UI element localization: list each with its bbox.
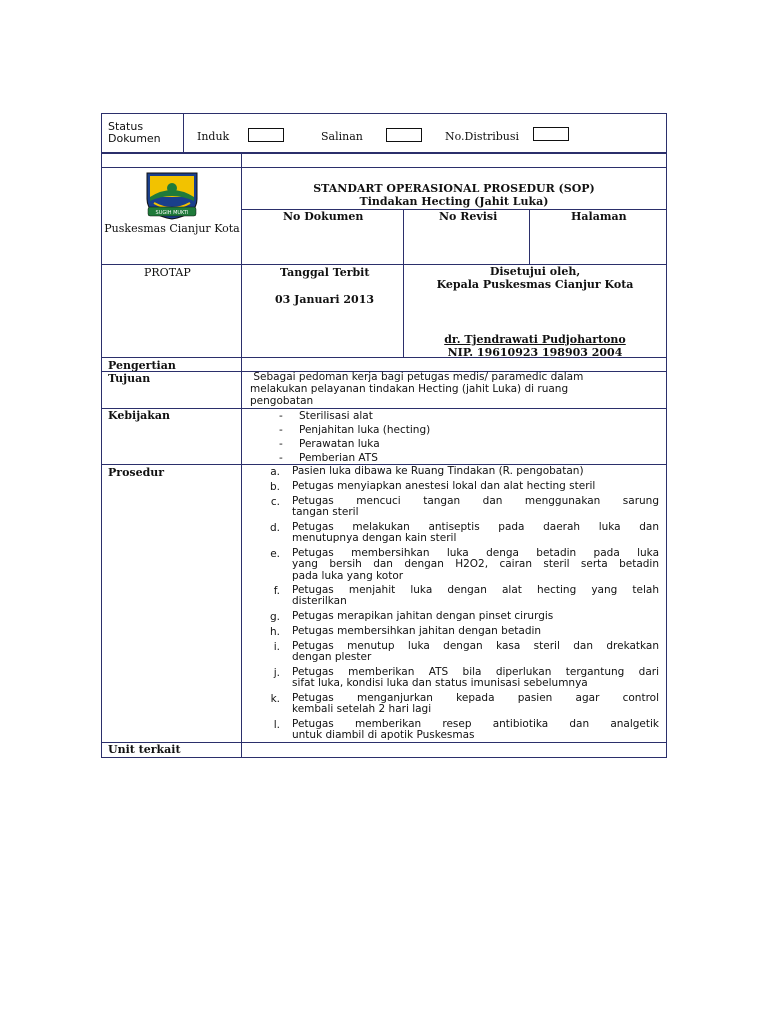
prosedur-item-label: e. [270,548,280,560]
induk-checkbox[interactable] [248,128,284,142]
prosedur-item-label: a. [270,466,280,478]
prosedur-item-text: Petugas memberikan ATS bila diperlukan tergantung dari [292,666,659,678]
salinan-checkbox[interactable] [386,128,422,142]
prosedur-item-text: disterilkan [292,595,347,608]
kebijakan-dash-2: - [279,424,283,436]
kebijakan-item: Pemberian ATS [299,452,378,464]
prosedur-item-text: pada luka yang kotor [292,569,404,582]
kebijakan-item: Perawatan luka [299,438,380,450]
kebijakan-dash-4: - [279,452,283,464]
no-revisi-header: No Revisi [439,210,498,223]
prosedur-item-text: Pasien luka dibawa ke Ruang Tindakan (R. pengobatan) [292,465,584,477]
distribusi-label: No.Distribusi [445,130,520,143]
prosedur-item-text: Petugas mencuci tangan dan menggunakan sarung [292,495,659,507]
unit-terkait-label: Unit terkait [108,743,181,756]
row-line [138,167,206,168]
prosedur-label: Prosedur [108,466,165,479]
left-column-divider [241,153,242,758]
kebijakan-dash-3: - [279,438,283,450]
kebijakan-label: Kebijakan [108,409,171,422]
prosedur-item-text: untuk diambil di apotik Puskesmas [292,729,475,742]
rev-col-divider [529,209,530,264]
sop-title: STANDART OPERASIONAL PROSEDUR (SOP) [313,182,595,195]
prosedur-item-text: Petugas membersihkan jahitan dengan betadin [292,625,542,637]
prosedur-item-text: Petugas memberikan resep antibiotika dan analgetik [292,718,659,730]
svg-text:SUGIH MUKTI: SUGIH MUKTI [155,210,189,216]
prosedur-item-text: kembali setelah 2 hari lagi [292,703,432,716]
status-row [101,113,667,153]
org-name: Puskesmas Cianjur Kota [104,222,240,235]
prosedur-item-text: Petugas membersihkan luka denga betadin pada luka [292,547,659,559]
status-divider [183,113,184,153]
puskesmas-logo [144,169,200,221]
prosedur-item-text: tangan steril [292,506,359,519]
prosedur-item-text: yang bersih dan dengan H2O2, cairan steril serta betadin [292,558,659,571]
no-dokumen-header: No Dokumen [283,210,364,223]
prosedur-item-label: h. [270,626,280,638]
kebijakan-dash-1: - [279,410,283,422]
row-line [101,408,667,409]
prosedur-item-text: Petugas menutup luka dengan kasa steril dan drekatkan [292,640,659,652]
prosedur-item-label: l. [273,719,280,731]
sop-subtitle: Tindakan Hecting (Jahit Luka) [359,195,549,208]
prosedur-item-text: Petugas melakukan antiseptis pada daerah luka dan [292,521,659,533]
signer-nip: NIP. 19610923 198903 2004 [447,346,623,359]
distribusi-checkbox[interactable] [533,127,569,141]
approved-line1: Disetujui oleh, [489,265,581,278]
prosedur-item-label: d. [269,522,280,534]
tanggal-terbit-value: 03 Januari 2013 [275,293,375,306]
logo-emblem-icon [144,169,200,221]
pengertian-label: Pengertian [108,359,176,372]
tanggal-terbit-label: Tanggal Terbit [280,266,370,279]
prosedur-item-label: f. [273,585,280,597]
kebijakan-item: Penjahitan luka (hecting) [299,424,431,436]
row-line [101,742,667,743]
tujuan-text-line1: Sebagai pedoman kerja bagi petugas medis/ paramedic dalam [250,371,584,383]
approved-line2: Kepala Puskesmas Cianjur Kota [436,278,634,291]
induk-label: Induk [197,130,230,143]
prosedur-item-text: Petugas merapikan jahitan dengan pinset cirurgis [292,610,554,622]
tujuan-label: Tujuan [108,372,151,385]
prosedur-item-text: menutupnya dengan kain steril [292,532,457,545]
tujuan-text-line2: melakukan pelayanan tindakan Hecting (jahit Luka) di ruang [250,383,569,395]
prosedur-item-text: Petugas menjahit luka dengan alat hecting yang telah [292,584,659,596]
prosedur-item-label: k. [270,693,280,705]
prosedur-item-label: b. [269,481,280,493]
prosedur-item-text: Petugas menyiapkan anestesi lokal dan alat hecting steril [292,480,596,492]
protap-label: PROTAP [144,266,191,279]
salinan-label: Salinan [321,130,363,143]
prosedur-item-label: c. [270,496,280,508]
prosedur-item-label: i. [273,641,280,653]
prosedur-item-text: Petugas menganjurkan kepada pasien agar control [292,692,659,704]
prosedur-item-label: j. [273,667,280,679]
prosedur-item-text: dengan plester [292,651,372,664]
prosedur-item-label: g. [269,611,280,623]
halaman-header: Halaman [571,210,627,223]
signer-name: dr. Tjendrawati Pudjohartono [444,333,626,346]
tujuan-text-line3: pengobatan [250,395,314,407]
status-label: Status Dokumen [108,120,161,145]
prosedur-item-text: sifat luka, kondisi luka dan status imunisasi sebelumnya [292,677,588,690]
kebijakan-item: Sterilisasi alat [299,410,373,422]
